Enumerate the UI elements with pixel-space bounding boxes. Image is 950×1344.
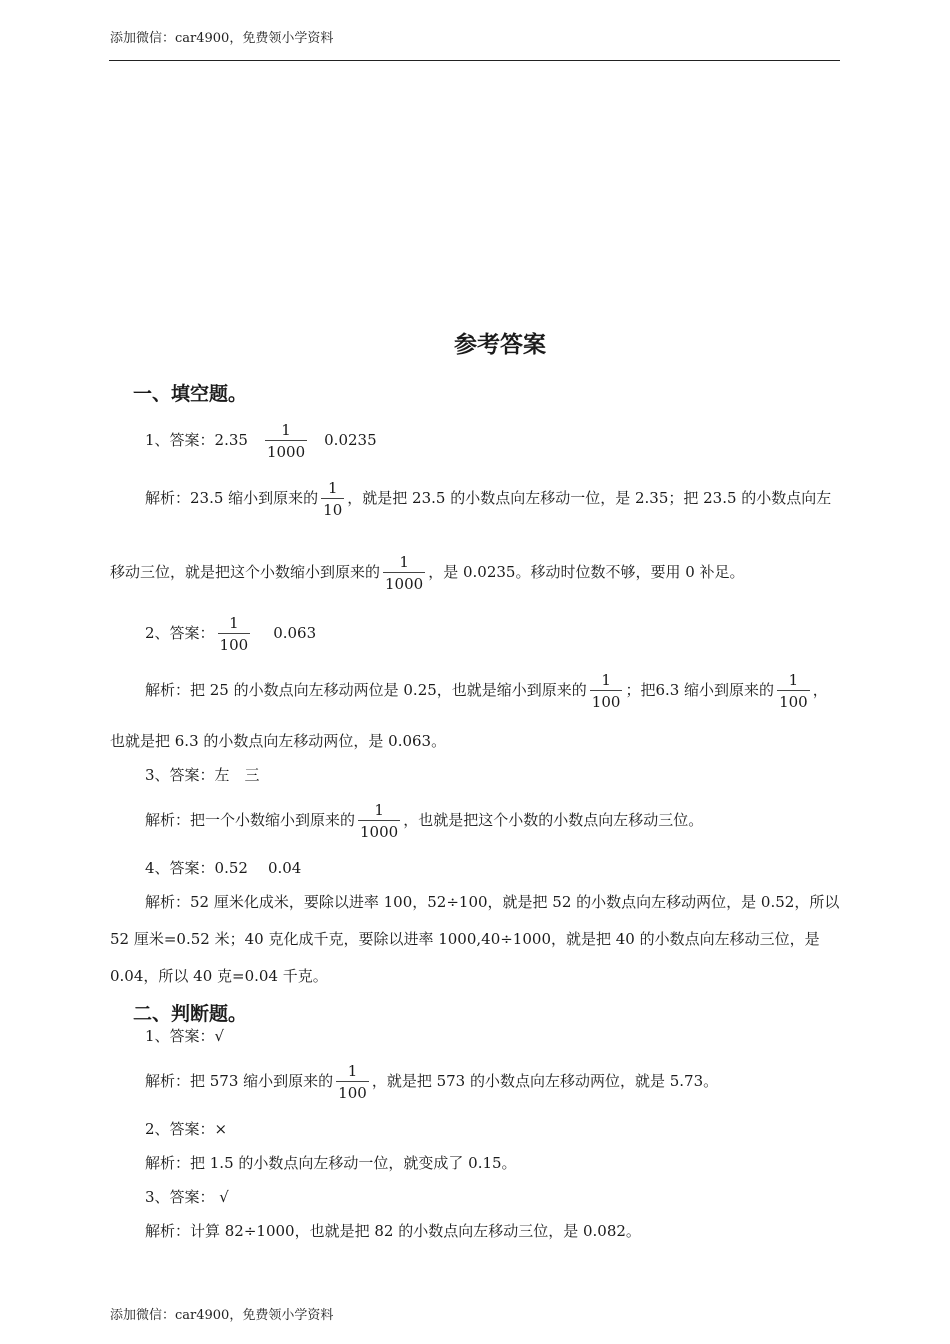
fraction: $\frac{1}{1000}$ — [385, 553, 424, 593]
section-fill-in-heading: 一、填空题。 — [133, 383, 248, 405]
fill-q2-explanation-line1: 解析：把 25 的小数点向左移动两位是 0.25，也就是缩小到原来的 $\frac{1}{100}$ ；把6.3 缩小到原来的 $\frac{1}{100}$ ， — [145, 671, 828, 711]
judge-q2-answer: 2、答案：× — [145, 1120, 228, 1138]
fraction: $\frac{1}{1000}$ — [360, 801, 399, 841]
fill-q3-answer: 3、答案：左 三 — [145, 766, 260, 784]
fill-q4-explanation-line1: 解析：52 厘米化成米，要除以进率 100，52÷100，就是把 52 的小数点向左移动两位，是 0.52，所以 — [145, 893, 840, 911]
fill-q4-explanation-line2: 52 厘米=0.52 米；40 克化成千克，要除以进率 1000,40÷1000，就是把 40 的小数点向左移动三位，是 — [110, 930, 820, 948]
section-judge-heading: 二、判断题。 — [133, 1003, 248, 1025]
page-header: 添加微信：car4900，免费领小学资料 — [110, 31, 334, 46]
judge-q1-answer: 1、答案：√ — [145, 1027, 225, 1045]
judge-q1-explanation: 解析：把 573 缩小到原来的 $\frac{1}{100}$ ，就是把 573 的小数点向左移动两位，就是 5.73。 — [145, 1062, 719, 1102]
page-footer: 添加微信：car4900，免费领小学资料 — [110, 1308, 334, 1323]
fill-q3-explanation: 解析：把一个小数缩小到原来的 $\frac{1}{1000}$ ，也就是把这个小数的小数点向左移动三位。 — [145, 801, 704, 841]
fraction: $\frac{1}{100}$ — [779, 671, 808, 711]
fill-q4-answer: 4、答案：0.52 0.04 — [145, 859, 302, 877]
fill-q2-explanation-line2: 也就是把 6.3 的小数点向左移动两位，是 0.063。 — [110, 732, 447, 750]
judge-q2-explanation: 解析：把 1.5 的小数点向左移动一位，就变成了 0.15。 — [145, 1154, 517, 1172]
fill-q1-answer: 1、答案：2.35 $\frac{1}{1000}$ 0.0235 — [145, 421, 377, 461]
page-title: 参考答案 — [454, 332, 546, 358]
fill-q1-explanation-line1: 解析：23.5 缩小到原来的 $\frac{1}{10}$ ，就是把 23.5 的小数点向左移动一位，是 2.35；把 23.5 的小数点向左 — [145, 479, 832, 519]
fraction: $\frac{1}{10}$ — [323, 479, 343, 519]
fraction: $\frac{1}{100}$ — [591, 671, 621, 711]
fraction: $\frac{1}{100}$ — [338, 1062, 367, 1102]
judge-q3-explanation: 解析：计算 82÷1000，也就是把 82 的小数点向左移动三位，是 0.082。 — [145, 1222, 641, 1240]
fraction: $\frac{1}{1000}$ — [266, 421, 306, 461]
fill-q1-explanation-line2: 移动三位，就是把这个小数缩小到原来的 $\frac{1}{1000}$ ，是 0.0235。移动时位数不够，要用 0 补足。 — [110, 553, 745, 593]
fill-q4-explanation-line3: 0.04，所以 40 克=0.04 千克。 — [110, 967, 328, 985]
header-rule — [109, 60, 840, 61]
fraction: $\frac{1}{100}$ — [219, 614, 249, 654]
fill-q2-answer: 2、答案： $\frac{1}{100}$ 0.063 — [145, 614, 317, 654]
judge-q3-answer: 3、答案： √ — [145, 1188, 229, 1206]
